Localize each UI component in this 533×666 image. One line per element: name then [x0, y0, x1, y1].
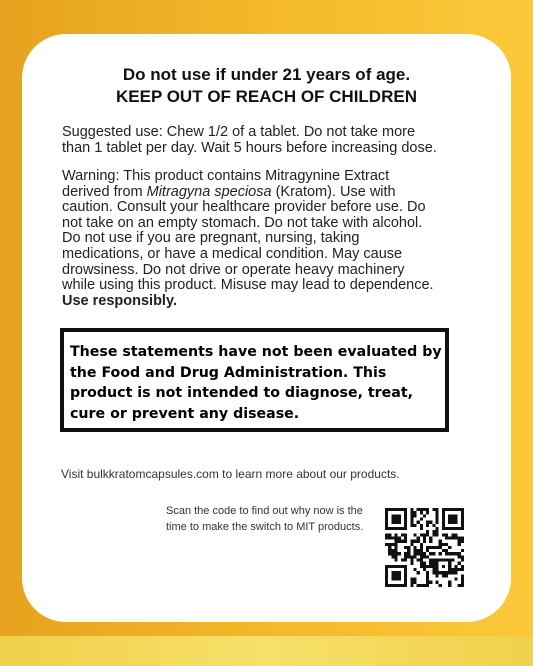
use-responsibly: Use responsibly. — [62, 292, 177, 309]
warning-text — [62, 169, 437, 309]
fda-disclaimer-box — [60, 328, 449, 432]
qr-code-icon[interactable] — [385, 508, 464, 587]
species-name: Mitragyna speciosa — [146, 183, 272, 200]
keep-out-notice: KEEP OUT OF REACH OF CHILDREN — [116, 87, 417, 106]
label-card — [22, 34, 511, 622]
age-notice: Do not use if under 21 years of age. — [122, 65, 411, 84]
warning-prefix: Warning: This product contains Mitragynine Extract derived from — [62, 168, 390, 200]
warning-suffix: (Kratom). Use with caution. Consult your healthcare provider before use. Do not take on an empty stomach. Do not take with alcohol. Do not use if you are pregnant, nursing, taking medications, or have a medical condition. May cause drowsiness. Do not drive or operate heavy machinery while using this product. Misuse may lead to dependence. — [62, 183, 434, 294]
suggested-use: Suggested use: Chew 1/2 of a tablet. Do not take more than 1 tablet per day. Wait 5 hours before increasing dose. — [62, 124, 437, 156]
visit-website-text: Visit bulkkratomcapsules.com to learn more about our products. — [61, 467, 400, 481]
qr-code-graphic — [385, 508, 464, 587]
label-header — [22, 64, 511, 108]
fda-disclaimer: These statements have not been evaluated by the Food and Drug Administration. This product is not intended to diagnose, treat, cure or prevent any disease. — [70, 344, 442, 422]
scan-code-text: Scan the code to find out why now is the time to make the switch to MIT products. — [166, 505, 364, 533]
bottom-strip — [0, 636, 533, 666]
